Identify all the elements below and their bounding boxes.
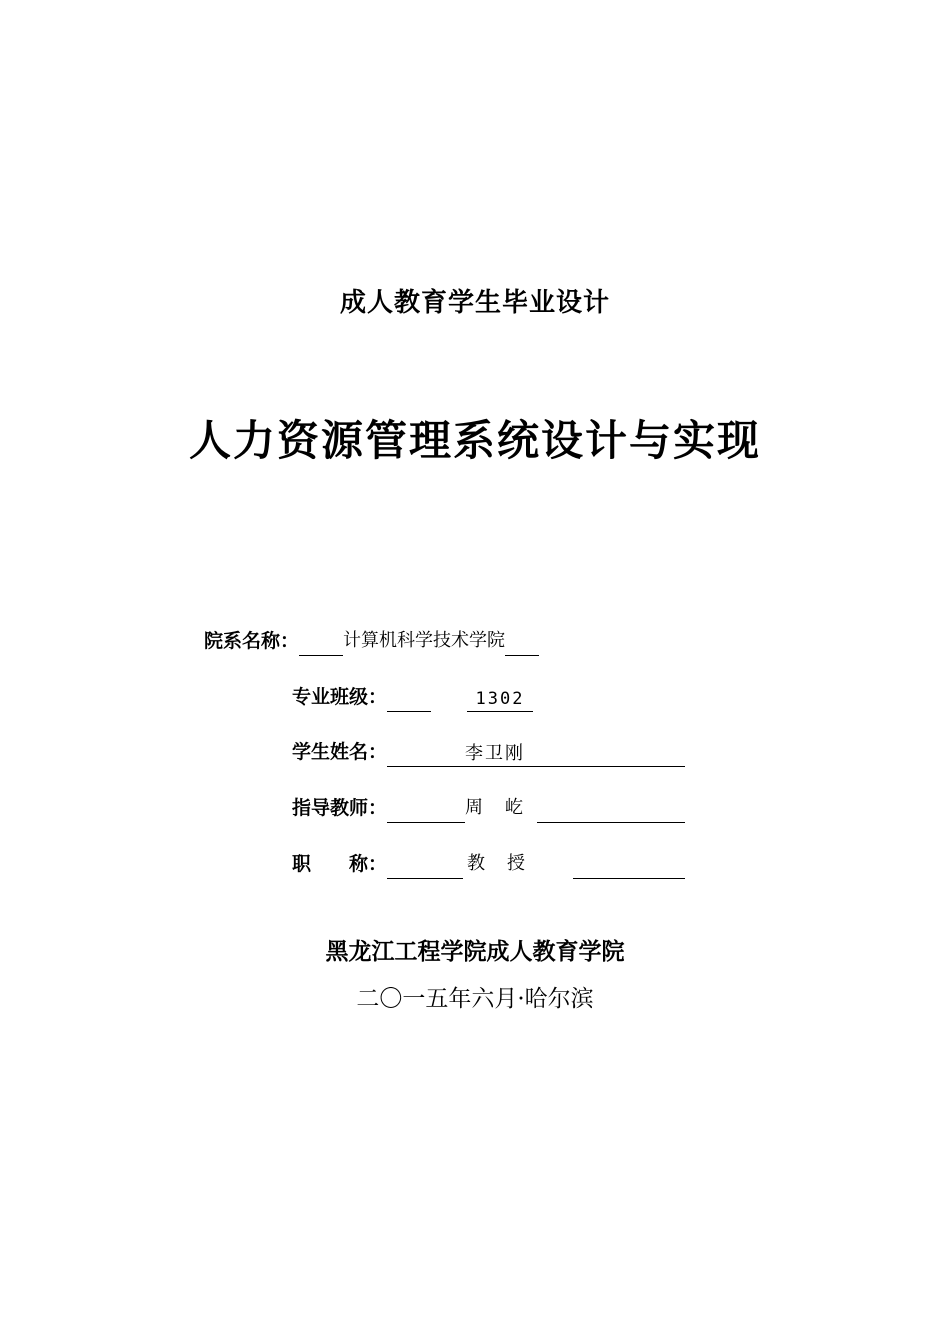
thesis-title: 人力资源管理系统设计与实现 [188, 416, 761, 465]
department-field [204, 626, 539, 656]
class-field [292, 682, 533, 712]
advisor-underline-right [537, 800, 685, 823]
department-underline-left [299, 633, 343, 656]
department-underline-right [505, 633, 539, 656]
rank-underline-right [573, 856, 685, 879]
institution-name: 黑龙江工程学院成人教育学院 [325, 939, 625, 965]
advisor-label: 指导教师： [292, 797, 388, 819]
advisor-underline-left [387, 800, 465, 823]
department-label: 院系名称： [204, 630, 300, 652]
advisor-value: 周 屹 [465, 797, 526, 818]
rank-field [292, 849, 685, 879]
rank-value: 教 授 [467, 853, 528, 874]
advisor-field [292, 793, 685, 823]
rank-underline-left [387, 856, 463, 879]
class-value: 1302 [467, 687, 533, 712]
student-name-label: 学生姓名： [292, 741, 388, 763]
student-name-value: 李卫刚 [387, 742, 685, 767]
date-location: 二〇一五年六月·哈尔滨 [356, 986, 594, 1012]
class-underline-left [387, 689, 431, 712]
thesis-type-heading: 成人教育学生毕业设计 [339, 288, 610, 318]
class-label: 专业班级： [292, 686, 388, 708]
department-value: 计算机科学技术学院 [343, 630, 506, 651]
rank-label: 职 称： [292, 853, 388, 875]
student-name-field [292, 737, 685, 767]
